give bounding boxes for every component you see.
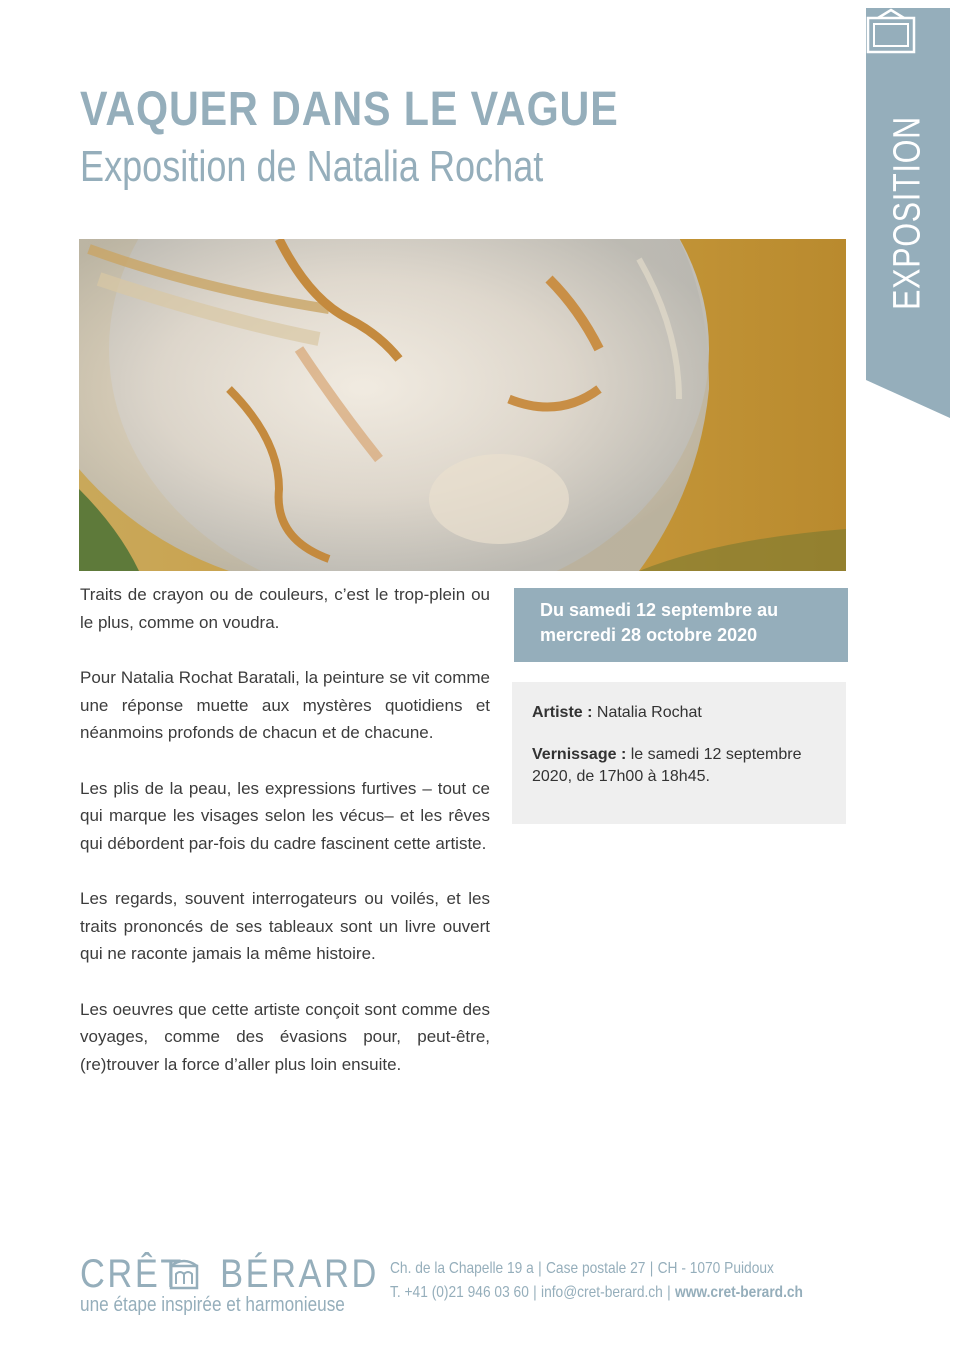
separator: | bbox=[667, 1284, 671, 1301]
address-street: Ch. de la Chapelle 19 a bbox=[390, 1260, 534, 1277]
paragraph: Les regards, souvent interrogateurs ou voilés, et les traits prononcés de ses tableaux sont un livre ouvert qui ne raconte jamais la même histoire. bbox=[80, 889, 490, 963]
vernissage-label: Vernissage : bbox=[532, 746, 627, 763]
exhibition-dates bbox=[514, 588, 848, 662]
banner-label: EXPOSITION bbox=[886, 116, 929, 310]
paragraph: Traits de crayon ou de couleurs, c’est le trop-plein ou le plus, comme on voudra. bbox=[80, 585, 490, 632]
painting-image bbox=[79, 239, 846, 571]
address-line bbox=[390, 1260, 774, 1278]
artist-value: Natalia Rochat bbox=[596, 704, 702, 721]
phone-number: T. +41 (0)21 946 03 60 bbox=[390, 1284, 529, 1301]
email-link[interactable]: info@cret-berard.ch bbox=[541, 1284, 663, 1301]
artist-label: Artiste : bbox=[532, 704, 593, 721]
separator: | bbox=[649, 1260, 654, 1277]
paragraph: Les plis de la peau, les expressions furtives – tout ce qui marque les visages selon les vécus– et les rêves qui débordent par-fois du cadre fascinent cette artiste. bbox=[80, 778, 490, 853]
paragraph: Pour Natalia Rochat Baratali, la peinture se vit comme une réponse muette aux mystères quotidiens et néanmoins profonds de chacun et de chacune. bbox=[80, 668, 490, 742]
paragraph: Les oeuvres que cette artiste conçoit sont comme des voyages, comme des évasions pour, peut-être, (re)trouver la force d’aller plus loin ensuite. bbox=[80, 999, 490, 1074]
info-box bbox=[512, 682, 846, 824]
vernissage-value: le samedi 12 septembre 2020, de 17h00 à 18h45. bbox=[532, 746, 802, 785]
website-link[interactable]: www.cret-berard.ch bbox=[675, 1284, 803, 1301]
description-text bbox=[80, 581, 490, 1106]
vernissage-info bbox=[532, 744, 830, 788]
logo-word-right: BÉRARD bbox=[220, 1252, 379, 1296]
dates-line-2: mercredi 28 octobre 2020 bbox=[540, 625, 758, 645]
contact-line bbox=[390, 1284, 803, 1302]
cret-berard-logo bbox=[80, 1252, 379, 1297]
frame-icon bbox=[866, 8, 916, 56]
page-title: VAQUER DANS LE VAGUE bbox=[80, 83, 619, 136]
logo-word-left: CRÊT bbox=[80, 1252, 184, 1296]
exposition-banner bbox=[866, 8, 950, 418]
separator: | bbox=[538, 1260, 542, 1277]
page-subtitle: Exposition de Natalia Rochat bbox=[80, 142, 544, 191]
artist-info bbox=[532, 702, 830, 724]
separator: | bbox=[533, 1284, 537, 1301]
dates-line-1: Du samedi 12 septembre au bbox=[540, 600, 779, 620]
address-postbox: Case postale 27 bbox=[545, 1260, 646, 1277]
address-city: CH - 1070 Puidoux bbox=[657, 1260, 774, 1277]
cret-berard-emblem bbox=[168, 1256, 200, 1290]
tagline: une étape inspirée et harmonieuse bbox=[80, 1294, 345, 1316]
